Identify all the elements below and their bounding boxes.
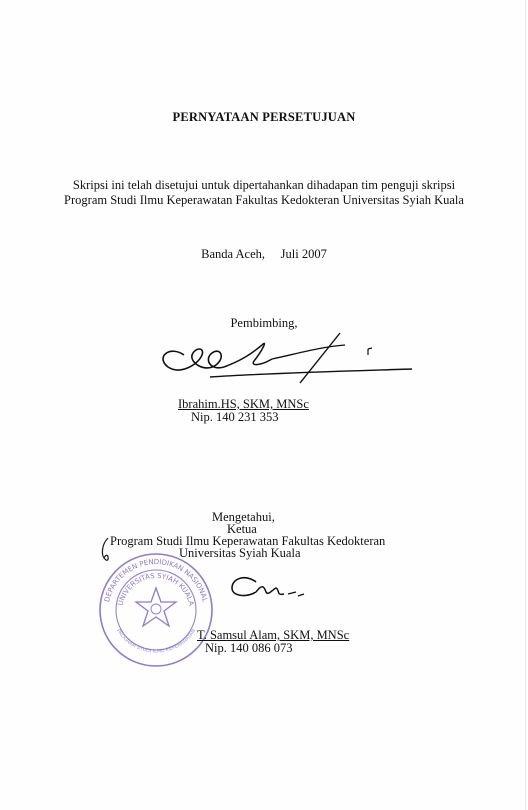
- statement-line-1: Skripsi ini telah disetujui untuk dipertahankan dihadapan tim penguji skripsi: [72, 178, 456, 192]
- statement-line-2: Program Studi Ilmu Keperawatan Fakultas Kedokteran Universitas Syiah Kuala: [64, 193, 464, 207]
- stamp-inner-text: UNIVERSITAS SYIAH KUALA: [116, 571, 196, 607]
- advisor-role: Pembimbing,: [230, 316, 298, 330]
- acknowledged-program: Program Studi Ilmu Keperawatan Fakultas Kedokteran: [110, 534, 386, 548]
- acknowledged-university: Universitas Syiah Kuala: [179, 546, 301, 560]
- advisor-name: Ibrahim.HS, SKM, MNSc: [178, 397, 309, 411]
- acknowledged-role: Ketua: [227, 522, 257, 536]
- acknowledged-heading: Mengetahui,: [212, 510, 275, 524]
- document-title: PERNYATAAN PERSETUJUAN: [172, 110, 356, 124]
- stamp-outer-text: DEPARTEMEN PENDIDIKAN NASIONAL: [103, 557, 209, 603]
- advisor-nip: Nip. 140 231 353: [191, 410, 279, 424]
- svg-text:PROGRAM STUDI ILMU KEPERAWATAN: [115, 628, 197, 655]
- stamp-bottom-text: PROGRAM STUDI ILMU KEPERAWATAN: [114, 628, 198, 655]
- head-signature: [96, 534, 306, 614]
- advisor-signature: [150, 325, 420, 385]
- head-name: T. Samsul Alam, SKM, MNSc: [197, 628, 350, 642]
- head-nip: Nip. 140 086 073: [205, 641, 293, 655]
- place-date: Banda Aceh, Juli 2007: [201, 247, 327, 261]
